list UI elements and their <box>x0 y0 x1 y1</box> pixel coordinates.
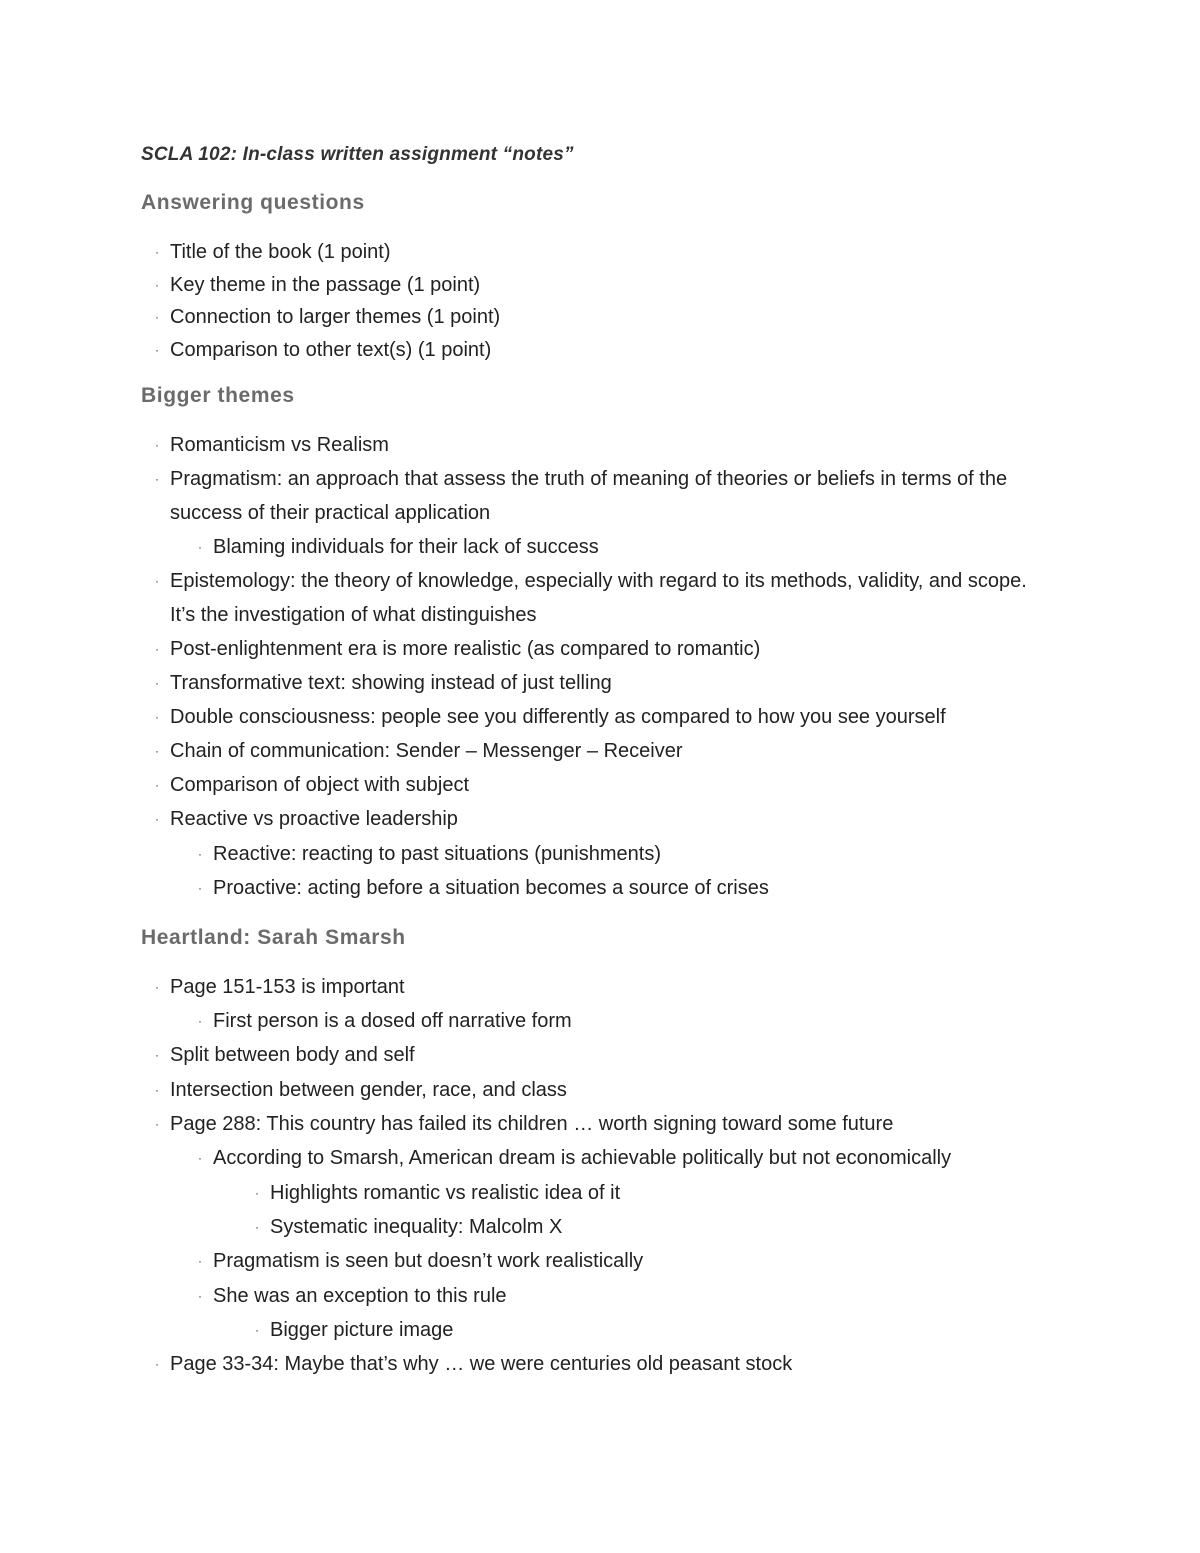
bullet-icon: · <box>155 1048 159 1062</box>
section-heading-heartland: Heartland: Sarah Smarsh <box>141 926 406 949</box>
list-item: · Pragmatism is seen but doesn’t work realistically <box>213 1244 1053 1278</box>
bullet-icon: · <box>155 676 159 690</box>
list-item: · According to Smarsh, American dream is achievable politically but not economically <box>213 1141 1053 1175</box>
bullet-icon: · <box>155 744 159 758</box>
bullet-icon: · <box>155 1083 159 1097</box>
bullet-icon: · <box>255 1186 259 1200</box>
bullet-icon: · <box>155 574 159 588</box>
bullet-icon: · <box>255 1323 259 1337</box>
bullet-icon: · <box>155 278 159 292</box>
list-item: · She was an exception to this rule <box>213 1279 1053 1313</box>
list-item: · Connection to larger themes (1 point) <box>170 300 1050 334</box>
list-item: · Page 288: This country has failed its children … worth signing toward some future <box>170 1107 1050 1141</box>
list-item: · Comparison to other text(s) (1 point) <box>170 333 1050 367</box>
bullet-icon: · <box>155 710 159 724</box>
document-title: SCLA 102: In-class written assignment “notes” <box>141 144 574 165</box>
bullet-icon: · <box>155 472 159 486</box>
bullet-icon: · <box>155 1117 159 1131</box>
bullet-icon: · <box>198 1289 202 1303</box>
bullet-icon: · <box>198 1254 202 1268</box>
section-heading-bigger-themes: Bigger themes <box>141 384 295 407</box>
bullet-icon: · <box>198 1151 202 1165</box>
list-item: · Transformative text: showing instead of just telling <box>170 666 1050 700</box>
list-item: · Proactive: acting before a situation becomes a source of crises <box>213 871 1053 905</box>
bullet-icon: · <box>198 847 202 861</box>
list-item: · Romanticism vs Realism <box>170 428 1050 462</box>
section-heading-answering-questions: Answering questions <box>141 191 365 214</box>
list-item: · Systematic inequality: Malcolm X <box>270 1210 1050 1244</box>
list-item: · Page 33-34: Maybe that’s why … we were centuries old peasant stock <box>170 1347 1050 1381</box>
list-item: · Post-enlightenment era is more realistic (as compared to romantic) <box>170 632 1050 666</box>
list-item: · Reactive vs proactive leadership <box>170 802 1050 836</box>
list-item: · Chain of communication: Sender – Messenger – Receiver <box>170 734 1050 768</box>
bullet-icon: · <box>155 245 159 259</box>
bullet-icon: · <box>155 438 159 452</box>
bullet-icon: · <box>155 343 159 357</box>
list-item: · Reactive: reacting to past situations (punishments) <box>213 837 1053 871</box>
list-item: · Blaming individuals for their lack of success <box>213 530 1053 564</box>
list-item: · Split between body and self <box>170 1038 1050 1072</box>
bullet-icon: · <box>198 881 202 895</box>
list-item: · Comparison of object with subject <box>170 768 1050 802</box>
list-item: · Pragmatism: an approach that assess the truth of meaning of theories or beliefs in terms of the success of their practical application <box>170 462 1050 530</box>
list-item: · First person is a dosed off narrative form <box>213 1004 1053 1038</box>
bullet-icon: · <box>155 642 159 656</box>
bullet-icon: · <box>198 540 202 554</box>
list-item: · Epistemology: the theory of knowledge, especially with regard to its methods, validity, and scope. It’s the investigation of what distinguishes <box>170 564 1050 632</box>
bullet-icon: · <box>198 1014 202 1028</box>
list-item: · Double consciousness: people see you differently as compared to how you see yourself <box>170 700 1050 734</box>
list-item: · Page 151-153 is important <box>170 970 1050 1004</box>
list-item: · Key theme in the passage (1 point) <box>170 268 1050 302</box>
list-item: · Title of the book (1 point) <box>170 235 1050 269</box>
bullet-icon: · <box>155 1357 159 1371</box>
bullet-icon: · <box>155 778 159 792</box>
bullet-icon: · <box>155 812 159 826</box>
bullet-icon: · <box>255 1220 259 1234</box>
bullet-icon: · <box>155 980 159 994</box>
list-item: · Intersection between gender, race, and class <box>170 1073 1050 1107</box>
bullet-icon: · <box>155 310 159 324</box>
list-item: · Highlights romantic vs realistic idea of it <box>270 1176 1050 1210</box>
list-item: · Bigger picture image <box>270 1313 1050 1347</box>
